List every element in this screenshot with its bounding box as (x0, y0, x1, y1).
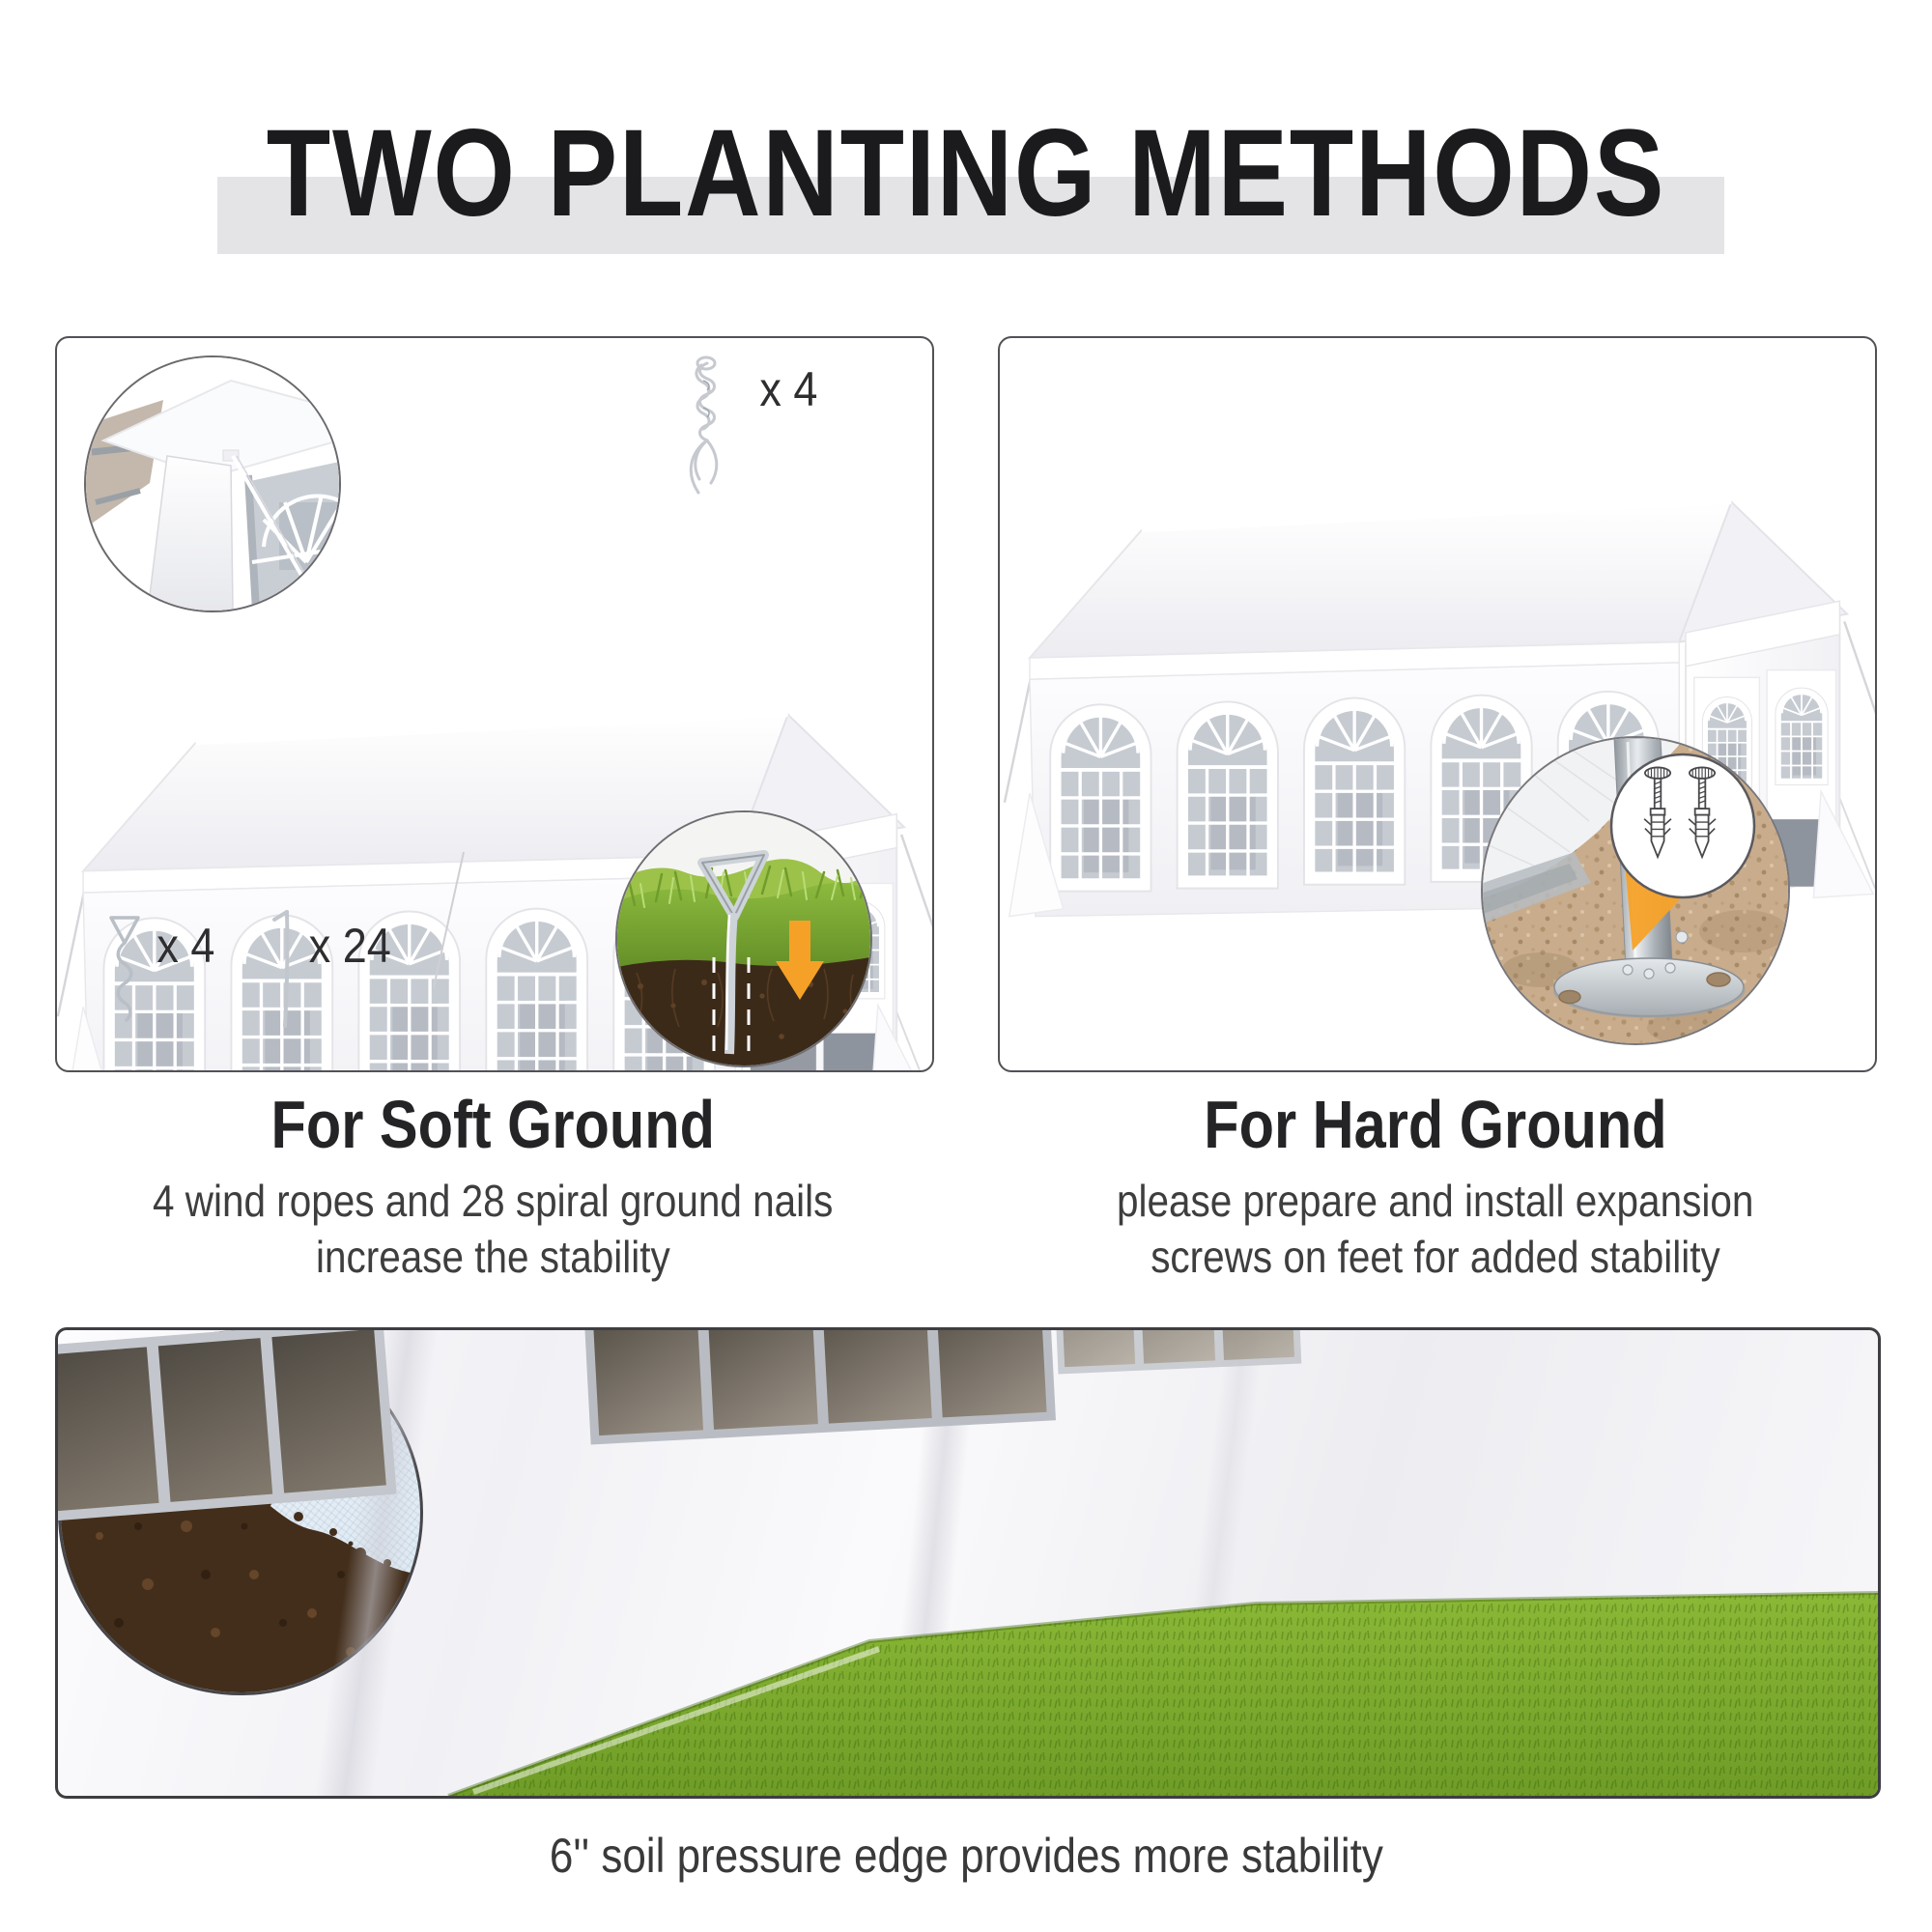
soft-ground-heading: For Soft Ground (270, 1087, 715, 1162)
soft-ground-panel (55, 336, 934, 1072)
spiral-ground-nail-icon (98, 910, 148, 1034)
ground-nail-count-label: x 24 (308, 919, 391, 973)
expansion-screw-diagram-circle (1611, 754, 1754, 897)
corner-detail-inset (84, 355, 341, 612)
ground-nail-icon (258, 902, 300, 1036)
soft-ground-description (36, 1173, 950, 1285)
hard-ground-description (979, 1173, 1892, 1285)
spiral-nail-count-label: x 4 (156, 919, 215, 973)
tent-corner-closeup (86, 357, 339, 611)
page-title (0, 102, 1932, 244)
hard-ground-panel (998, 336, 1877, 1072)
soft-ground-desc-line2: increase the stability (315, 1232, 670, 1282)
hard-ground-desc-line1: please prepare and install expansion (1117, 1176, 1754, 1226)
lawn-area (58, 1330, 1878, 1796)
hard-ground-detail-inset (1481, 736, 1790, 1045)
stake-in-grass-closeup (617, 812, 870, 1065)
soft-ground-desc-line1: 4 wind ropes and 28 spiral ground nails (152, 1176, 834, 1226)
soft-ground-detail-inset (615, 810, 872, 1067)
hard-ground-heading: For Hard Ground (1204, 1087, 1667, 1162)
footer-caption: 6'' soil pressure edge provides more stability (549, 1829, 1383, 1883)
hard-ground-desc-line2: screws on feet for added stability (1151, 1232, 1720, 1282)
page-title-text: TWO PLANTING METHODS (266, 104, 1666, 242)
soil-pressure-edge-photo (55, 1327, 1881, 1799)
wind-rope-count-label: x 4 (759, 362, 818, 416)
guy-rope-line (424, 845, 472, 995)
wind-rope-icon (677, 352, 737, 498)
foot-plate-closeup (1483, 738, 1788, 1043)
